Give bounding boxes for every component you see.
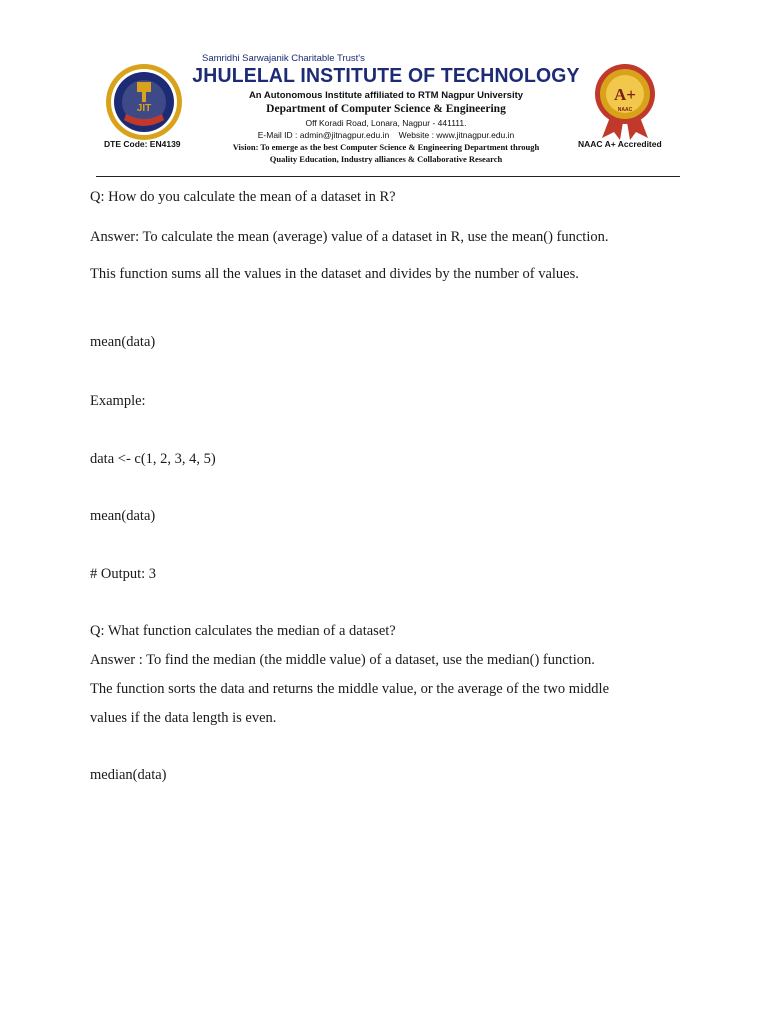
institute-logo	[104, 62, 184, 142]
naac-seal	[584, 60, 666, 142]
trust-name: Samridhi Sarwajanik Charitable Trust's	[202, 53, 365, 64]
svg-text:JIT: JIT	[136, 103, 152, 114]
question-2: Q: What function calculates the median of a dataset?	[90, 623, 396, 639]
address: Off Koradi Road, Lonara, Nagpur - 441111.	[305, 118, 467, 128]
dte-code: DTE Code: EN4139	[104, 139, 181, 149]
answer-2-line-1: Answer : To find the median (the middle value) of a dataset, use the median() function.	[90, 652, 595, 668]
code-mean-example: mean(data)	[90, 508, 156, 524]
header-divider	[96, 176, 680, 177]
answer-2-line-3: values if the data length is even.	[90, 710, 277, 726]
naac-accreditation: NAAC A+ Accredited	[578, 139, 662, 149]
contact-line	[186, 129, 586, 141]
website: Website : www.jitnagpur.edu.in	[398, 130, 515, 140]
answer-1-line-2: This function sums all the values in the dataset and divides by the number of values.	[90, 266, 579, 282]
code-median: median(data)	[90, 767, 167, 783]
code-data-vector: data <- c(1, 2, 3, 4, 5)	[90, 451, 216, 467]
affiliation: An Autonomous Institute affiliated to RTM Nagpur University	[248, 90, 524, 101]
vision-line-2: Quality Education, Industry alliances & Collaborative Research	[269, 154, 503, 164]
svg-text:NAAC: NAAC	[617, 107, 633, 113]
svg-text:A+: A+	[614, 85, 636, 104]
vision-line-1: Vision: To emerge as the best Computer Science & Engineering Department through	[232, 142, 540, 152]
answer-1-line-1: Answer: To calculate the mean (average) value of a dataset in R, use the mean() function.	[90, 229, 609, 245]
answer-2-line-2: The function sorts the data and returns the middle value, or the average of the two middle	[90, 681, 610, 697]
department-name: Department of Computer Science & Engineering	[266, 103, 506, 115]
code-output: # Output: 3	[90, 566, 157, 582]
example-label: Example:	[90, 393, 146, 409]
email: E-Mail ID : admin@jitnagpur.edu.in	[257, 130, 390, 140]
letterhead-text	[186, 52, 586, 165]
code-mean: mean(data)	[90, 334, 156, 350]
institute-name: JHULELAL INSTITUTE OF TECHNOLOGY	[192, 65, 580, 87]
question-1: Q: How do you calculate the mean of a dataset in R?	[90, 189, 396, 205]
